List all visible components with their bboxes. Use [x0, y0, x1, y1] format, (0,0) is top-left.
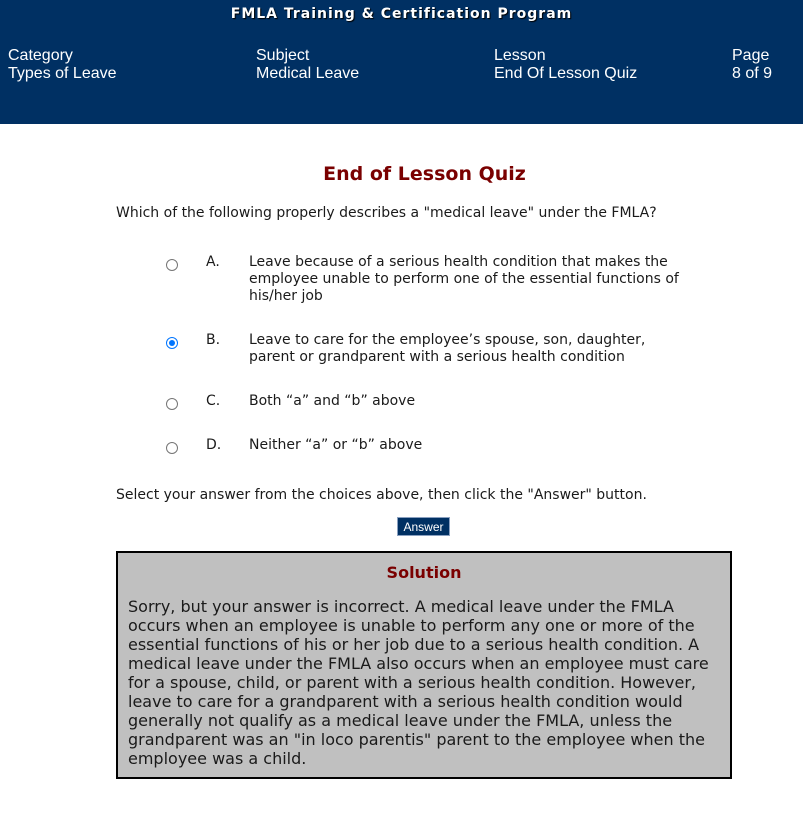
lesson-value: End Of Lesson Quiz: [494, 65, 638, 82]
subject-label: Subject: [256, 47, 310, 64]
category-label: Category: [8, 47, 73, 64]
option-c-text: Both “a” and “b” above: [249, 393, 416, 409]
header-bar: [0, 0, 803, 124]
category-value: Types of Leave: [8, 65, 117, 82]
option-d-text: Neither “a” or “b” above: [249, 437, 423, 453]
option-b-letter: B.: [206, 332, 221, 348]
subject-info: [256, 47, 359, 83]
lesson-label: Lesson: [494, 47, 546, 64]
solution-text: Sorry, but your answer is incorrect. A medical leave under the FMLA occurs when an employee is unable to perform any one or more of the essential functions of his or her job due to a serious health condition. A medical leave under the FMLA also occurs when an employee must care for a spouse, child, or parent with a serious health condition. However, leave to care for a grandparent with a serious health condition would generally not qualify as a medical leave under the FMLA, unless the grandparent was an "in loco parentis" parent to the employee when the employee was a child.: [128, 597, 709, 768]
quiz-title: End of Lesson Quiz: [323, 163, 526, 185]
program-title: FMLA Training & Certification Program: [230, 6, 573, 22]
page-label: Page: [732, 47, 770, 64]
option-d-letter: D.: [206, 437, 222, 453]
answer-button[interactable]: Answer: [397, 517, 450, 536]
lesson-info: [494, 47, 637, 83]
option-c-radio[interactable]: [166, 398, 178, 410]
subject-value: Medical Leave: [256, 65, 360, 82]
question-text: Which of the following properly describes a "medical leave" under the FMLA?: [116, 205, 657, 221]
option-c-letter: C.: [206, 393, 221, 409]
solution-title: Solution: [386, 563, 462, 582]
instruction-text: Select your answer from the choices above, then click the "Answer" button.: [116, 487, 647, 503]
option-a-radio[interactable]: [166, 259, 178, 271]
option-a-letter: A.: [206, 254, 220, 270]
option-b-text: Leave to care for the employee’s spouse, son, daughter, parent or grandparent with a serious health condition: [249, 332, 646, 365]
page-info: [732, 47, 772, 83]
solution-panel: [116, 551, 732, 779]
option-d-radio[interactable]: [166, 442, 178, 454]
page-value: 8 of 9: [732, 65, 773, 82]
option-b-radio[interactable]: [166, 337, 178, 349]
option-a-text: Leave because of a serious health condition that makes the employee unable to perform one of the essential functions of his/her job: [249, 254, 679, 304]
category-info: [8, 47, 117, 83]
